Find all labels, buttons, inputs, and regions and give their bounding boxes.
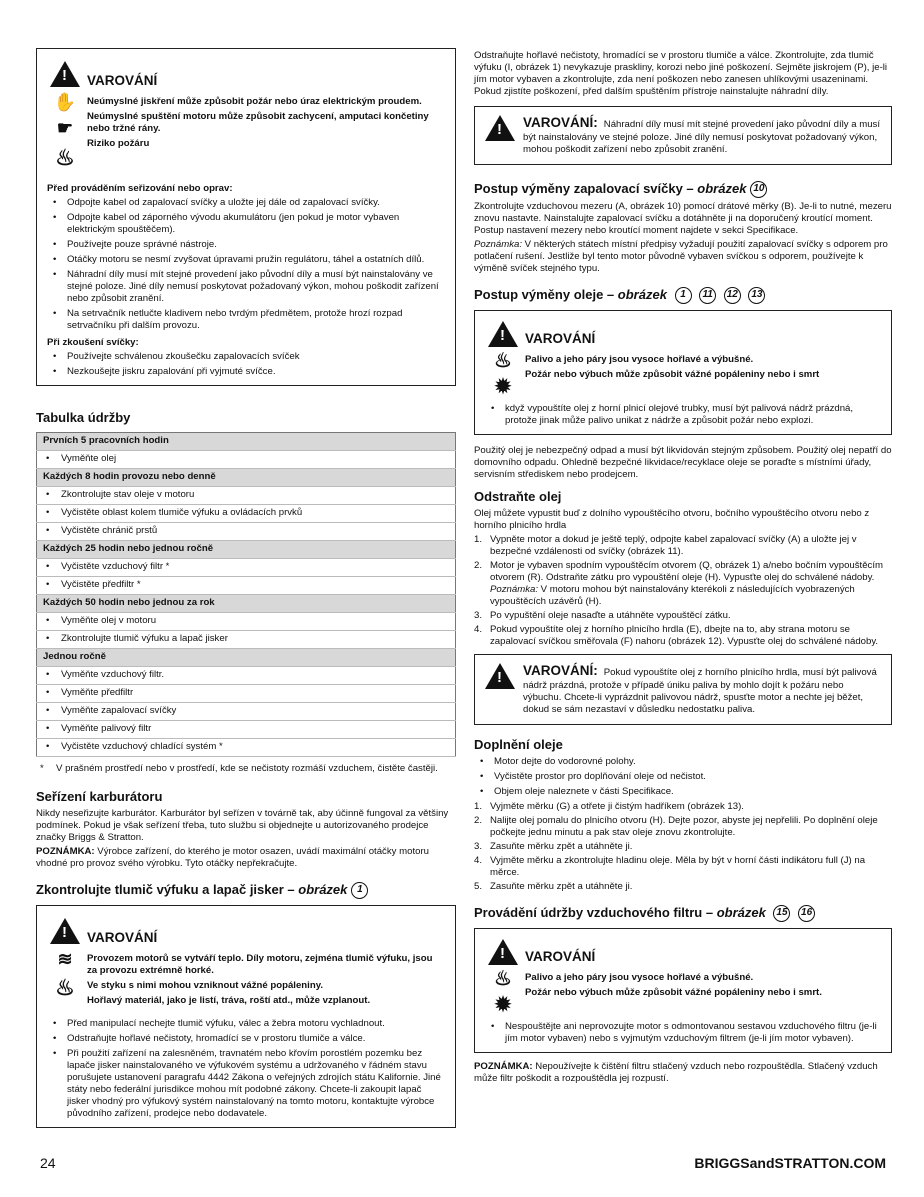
hot-surface-icon: ≋ xyxy=(57,948,73,969)
explosion-hazard-icon: ✹ xyxy=(494,376,512,399)
bullet-list xyxy=(474,756,892,798)
warning-triangle-icon xyxy=(488,321,518,347)
list-item: • Otáčky motoru se nesmí zvyšovat úpravami pružin regulátoru, táhel a ostatních dílů. xyxy=(47,254,445,266)
numbered-list xyxy=(474,534,892,648)
table-row: • Vyčistěte vzduchový chladící systém * xyxy=(37,738,456,756)
explosion-hazard-icon: ✹ xyxy=(494,994,512,1017)
warning-line: Požár nebo výbuch může způsobit vážné popáleniny nebo i smrt xyxy=(525,368,820,380)
list-item: • Odstraňujte hořlavé nečistoty, hromadící se v prostoru tlumiče a válce. xyxy=(47,1033,445,1045)
maintenance-table xyxy=(36,432,456,757)
warning-box-air-filter xyxy=(474,928,892,1053)
numbered-list xyxy=(474,801,892,893)
list-item: 2. Motor je vybaven spodním vypouštěcím otvorem (Q, obrázek 1) a/nebo bočním vypouštěcím otvorem (R). Odstraňte zátku pro vypouštění oleje (H). Vypusťte olej do schválené nádoby. Poznámka: V motoru mohou být nainstalovány kterékoli z následujících vyobrazených vypouštěcích uzávěrů (H). xyxy=(474,559,883,607)
note: POZNÁMKA: Nepoužívejte k čištění filtru stlačený vzduch nebo rozpouštědla. Stlačený vzduch může filtr poškodit a rozpouštědla jej rozpustí. xyxy=(474,1060,878,1084)
list-item: 3. Zasuňte měrku zpět a utáhněte ji. xyxy=(474,840,633,852)
warning-title: VAROVÁNÍ xyxy=(87,929,158,945)
section-title-air-filter: Provádění údržby vzduchového filtru – obrázek 15 16 xyxy=(474,905,892,922)
warning-line: Provozem motorů se vytváří teplo. Díly motoru, zejména tlumič výfuku, jsou za provozu extrémně horké. xyxy=(87,952,433,976)
bullet-list xyxy=(485,1021,881,1045)
list-item: • Náhradní díly musí mít stejné provedení jako původní díly a musí být nainstalovány ve stejné poloze. Jiné díly nemusí poskytovat požadovaný výkon, mohou poškodit zařízení nebo způsobit zranění. xyxy=(47,269,445,305)
section-title-add-oil: Doplnění oleje xyxy=(474,736,563,752)
table-row: • Vyměňte olej v motoru xyxy=(37,612,456,630)
list-item: • Nespouštějte ani neprovozujte motor s odmontovanou sestavou vzduchového filtru (je-li jím motor vybaven) nebo s vyjmutým vzduchovým filtrem (je-li jím motor vybaven). xyxy=(485,1021,881,1045)
paragraph: Olej můžete vypustit buď z dolního vypouštěcího otvoru, bočního vypouštěcího otvoru nebo z horního plnicího hrdla xyxy=(474,507,870,531)
section-title-oil-change: Postup výměny oleje – obrázek 1 11 12 13 xyxy=(474,287,892,304)
list-item: 4. Pokud vypouštíte olej z horního plnicího hrdla (E), dbejte na to, aby strana motoru se zapalovací svíčkou směřovala (F) nahoru (obrázek 12). Vypusťte olej do schválené nádoby. xyxy=(474,623,879,647)
warning-title: VAROVÁNÍ xyxy=(87,73,158,88)
subheading: Při zkoušení svíčky: xyxy=(47,336,139,348)
figure-ref: 12 xyxy=(724,287,741,304)
warning-triangle-icon xyxy=(50,918,80,944)
list-item: • když vypouštíte olej z horní plnicí olejové trubky, musí být palivová nádrž prázdná, protože jinak může palivo unikat z nádrže a způsobit požár nebo explozi. xyxy=(485,403,881,427)
list-item: 4. Vyjměte měrku a zkontrolujte hladinu oleje. Měla by být v horní části indikátoru full (J) na měrce. xyxy=(474,854,866,878)
warning-box-drain xyxy=(474,654,892,725)
list-item: 1. Vyjměte měrku (G) a otřete ji čistým hadříkem (obrázek 13). xyxy=(474,800,744,812)
table-row: • Vyčistěte oblast kolem tlumiče výfuku a ovládacích prvků xyxy=(37,504,456,522)
list-item: • Objem oleje naleznete v části Specifikace. xyxy=(474,786,892,798)
figure-ref: 10 xyxy=(750,181,767,198)
amputation-hazard-icon: ☛ xyxy=(56,117,74,138)
section-title-carburetor: Seřízení karburátoru xyxy=(36,788,163,804)
table-group-header: Každých 8 hodin provozu nebo denně xyxy=(37,469,456,487)
warning-box-fuel xyxy=(474,310,892,435)
figure-ref: 1 xyxy=(351,882,368,899)
list-item: • Motor dejte do vodorovné polohy. xyxy=(474,756,892,768)
figure-ref: 16 xyxy=(798,905,815,922)
list-item: 3. Po vypuštění oleje nasaďte a utáhněte vypouštěcí zátku. xyxy=(474,609,731,621)
warning-triangle-icon xyxy=(488,939,518,965)
warning-line: Neúmyslné jiskření může způsobit požár nebo úraz elektrickým proudem. xyxy=(87,95,422,107)
warning-line: Neúmyslné spuštění motoru může způsobit zachycení, amputaci končetiny nebo tržné rány. xyxy=(87,110,429,134)
list-item: 1. Vypněte motor a dokud je ještě teplý, odpojte kabel zapalovací svíčky (A) a uložte jej v bezpečné vzdálenosti od svíčky (obrázek 11). xyxy=(474,533,857,557)
warning-label: VAROVÁNÍ: xyxy=(523,114,598,130)
table-row: • Zkontrolujte tlumič výfuku a lapač jisker xyxy=(37,630,456,648)
paragraph: Odstraňujte hořlavé nečistoty, hromadící se v prostoru tlumiče a válce. Zkontrolujte, zda tlumič výfuku (I, obrázek 1) nevykazuje praskliny, korozi nebo jiné poškození. Sejměte jiskrojem (P), je-li jím motor vybaven a zkontrolujte, zda není poškozen nebo zanesen uhlíkovými usazeninami. Pokud zjistíte poškození, před dalším spuštěním přístroje nainstalujte náhradní díly. xyxy=(474,50,888,97)
table-row: • Vyměňte vzduchový filtr. xyxy=(37,666,456,684)
table-group-header: Jednou ročně xyxy=(37,648,456,666)
fire-hazard-icon: ♨ xyxy=(494,350,512,373)
table-row: • Vyčistěte chránič prstů xyxy=(37,522,456,540)
fire-hazard-icon: ♨ xyxy=(494,968,512,991)
list-item: • Vyčistěte prostor pro doplňování oleje od nečistot. xyxy=(474,771,892,783)
figure-ref: 1 xyxy=(675,287,692,304)
section-title-drain-oil: Odstraňte olej xyxy=(474,488,562,504)
bullet-list xyxy=(47,1018,445,1120)
paragraph: Nikdy neseřizujte karburátor. Karburátor byl seřízen v továrně tak, aby účinně fungoval za většiny podmínek. Pokud je však seřízení třeba, tuto službu si objednejte u autorizovaného prodejce značky Briggs & Stratton. xyxy=(36,807,449,843)
table-row: • Vyměňte předfiltr xyxy=(37,684,456,702)
warning-box-heat xyxy=(36,905,456,1128)
warning-triangle-icon xyxy=(485,115,515,141)
paragraph: Zkontrolujte vzduchovou mezeru (A, obrázek 10) pomocí drátové měrky (B). Je-li to nutné, mezeru znovu nastavte. Nainstalujte zapalovací svíčku a dotáhněte ji na doporučený kroutící moment. Postup nastavení mezery nebo kroutící moment najdete v sekci Specifikace. xyxy=(474,200,892,236)
list-item: • Odpojte kabel od záporného vývodu akumulátoru (jen pokud je motor vybaven elektrickým spouštěčem). xyxy=(47,212,445,236)
bullet-list xyxy=(485,403,881,427)
shock-hazard-icon: ✋ xyxy=(53,91,77,112)
warning-box-parts xyxy=(474,106,892,165)
brand-url: BRIGGSandSTRATTON.COM xyxy=(694,1155,886,1171)
note: Poznámka: V některých státech místní předpisy vyžadují použití zapalovací svíčky s odporem pro potlačení rušení. Jestliže byl tento motor původně vybaven svíčkou s odporem, používejte k výměně svíček stejného typu. xyxy=(474,238,888,274)
table-footnote: * V prašném prostředí nebo v prostředí, kde se nečistoty rozmáší vzduchem, čistěte častěji. xyxy=(40,762,438,774)
left-column xyxy=(36,48,456,1128)
table-row: • Vyčistěte předfiltr * xyxy=(37,576,456,594)
list-item: 5. Zasuňte měrku zpět a utáhněte ji. xyxy=(474,880,633,892)
table-group-header: Prvních 5 pracovních hodin xyxy=(37,433,456,451)
list-item: • Odpojte kabel od zapalovací svíčky a uložte jej dále od zapalovací svíčky. xyxy=(47,197,445,209)
right-column xyxy=(474,50,892,1087)
warning-line: Riziko požáru xyxy=(87,137,150,149)
table-group-header: Každých 50 hodin nebo jednou za rok xyxy=(37,594,456,612)
table-group-header: Každých 25 hodin nebo jednou ročně xyxy=(37,540,456,558)
bullet-list xyxy=(47,351,445,378)
list-item: • Při použití zařízení na zalesněném, travnatém nebo křovím porostlém pozemku bez lapače jisker nainstalovaného ve výfukovém systému a udržovaného v řádném stavu porušujete ustanovení paragrafu 4442 Zákona o veřejných zdrojích státu Kalifornie. Jiné státy nebo federální jurisdikce mohou mít podobné zákony. Chcete-li zakoupit lapač jisker vhodný pro výfukový systém nainstalovaný na tomto motoru, kontaktujte výrobce původního zařízení, prodejce nebo dodavatele. xyxy=(47,1048,445,1120)
table-row: • Vyměňte zapalovací svíčky xyxy=(37,702,456,720)
figure-ref: 13 xyxy=(748,287,765,304)
paragraph: Použitý olej je nebezpečný odpad a musí být likvidován stejným způsobem. Použitý olej nepatří do domovního odpadu. Ohledně bezpečné likvidace/recyklace oleje se poraďte s místními úřady, servisním střediskem nebo prodejcem. xyxy=(474,444,892,480)
warning-line: Ve styku s nimi mohou vzniknout vážné popáleniny. xyxy=(87,979,323,991)
table-row: • Vyměňte olej xyxy=(37,451,456,469)
list-item: • Používejte pouze správné nástroje. xyxy=(47,239,445,251)
warning-title: VAROVÁNÍ xyxy=(525,948,596,964)
table-row: • Vyčistěte vzduchový filtr * xyxy=(37,558,456,576)
table-row: • Zkontrolujte stav oleje v motoru xyxy=(37,486,456,504)
warning-line: Palivo a jeho páry jsou vysoce hořlavé a výbušné. xyxy=(525,353,754,365)
section-title-muffler: Zkontrolujte tlumič výfuku a lapač jisker – obrázek 1 xyxy=(36,882,456,899)
warning-text: Pokud vypouštíte olej z horního plnicího hrdla, musí být palivová nádrž prázdná, protože v případě úniku paliva by mohlo dojít k požáru nebo výbuchu. Chcete-li vyprázdnit palivovou nádrž, spusťte motor a nechte jej běžet, dokud se sám nezastaví v důsledku nedostatku paliva. xyxy=(523,666,877,715)
fire-hazard-icon: ♨ xyxy=(55,975,75,1001)
warning-triangle-icon xyxy=(50,61,80,87)
bullet-list xyxy=(47,197,445,332)
section-title-maintenance-table: Tabulka údržby xyxy=(36,409,131,425)
figure-ref: 15 xyxy=(773,905,790,922)
figure-ref: 11 xyxy=(699,287,716,304)
subheading: Před prováděním seřizování nebo oprav: xyxy=(47,183,233,194)
warning-box-ignition xyxy=(36,48,456,386)
page-number: 24 xyxy=(40,1155,56,1171)
warning-line: Hořlavý materiál, jako je listí, tráva, roští atd., může vzplanout. xyxy=(87,994,371,1006)
table-row: • Vyměňte palivový filtr xyxy=(37,720,456,738)
section-title-spark-plug: Postup výměny zapalovací svíčky – obrázek 10 xyxy=(474,181,892,198)
warning-line: Požár nebo výbuch může způsobit vážné popáleniny nebo i smrt. xyxy=(525,986,822,998)
list-item: 2. Nalijte olej pomalu do plnicího otvoru (H). Dejte pozor, abyste jej nepřelili. Po doplnění oleje počkejte jednu minutu a pak stav oleje znovu zkontrolujte. xyxy=(474,814,878,838)
list-item: • Před manipulací nechejte tlumič výfuku, válec a žebra motoru vychladnout. xyxy=(47,1018,445,1030)
note: POZNÁMKA: Výrobce zařízení, do kterého je motor osazen, uvádí maximální otáčky motoru vhodné pro provoz svého výrobku. Tyto otáčky nepřekračujte. xyxy=(36,845,429,869)
warning-text: Náhradní díly musí mít stejné provedení jako původní díly a musí být nainstalovány ve stejné poloze. Jiné díly nemusí poskytovat požadovaný výkon, mohou poškodit zařízení nebo způsobit zranění. xyxy=(523,118,880,155)
warning-line: Palivo a jeho páry jsou vysoce hořlavé a výbušné. xyxy=(525,971,754,983)
fire-hazard-icon: ♨ xyxy=(55,145,75,171)
warning-label: VAROVÁNÍ: xyxy=(523,662,598,678)
warning-triangle-icon xyxy=(485,663,515,689)
warning-title: VAROVÁNÍ xyxy=(525,330,596,346)
list-item: • Nezkoušejte jiskru zapalování při vyjmuté svíčce. xyxy=(47,366,445,378)
list-item: • Používejte schválenou zkoušečku zapalovacích svíček xyxy=(47,351,445,363)
list-item: • Na setrvačník netlučte kladivem nebo tvrdým předmětem, protože hrozí rozpad setrvačníku při dalším provozu. xyxy=(47,308,445,332)
